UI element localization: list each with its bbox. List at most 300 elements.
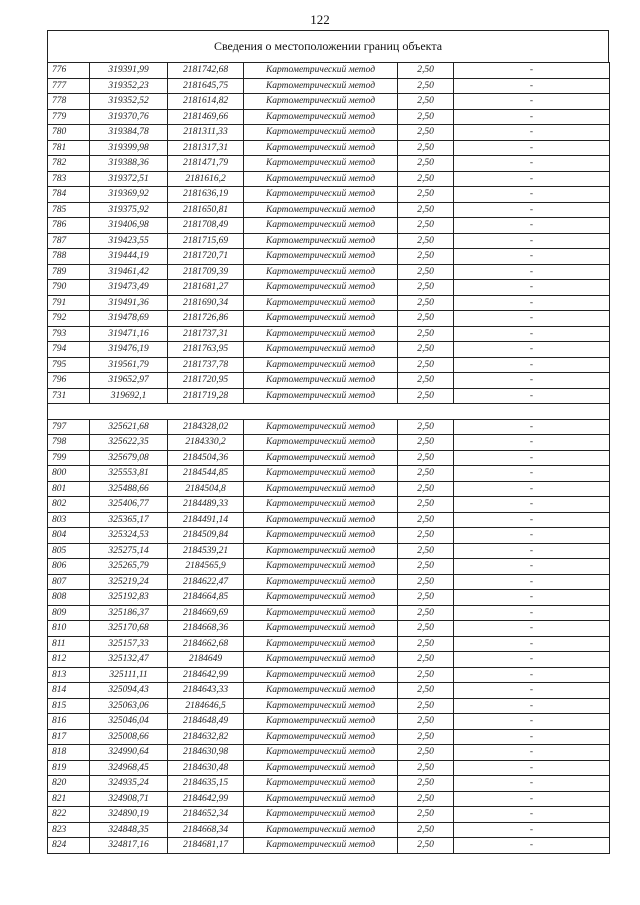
- point-number-cell: 779: [48, 109, 90, 125]
- table-row: [48, 125, 610, 141]
- table-row: [48, 78, 610, 94]
- method-cell: Картометрический метод: [244, 218, 398, 234]
- point-number-cell: 778: [48, 94, 90, 110]
- accuracy-cell: 2,50: [398, 667, 454, 683]
- method-cell: Картометрический метод: [244, 714, 398, 730]
- accuracy-cell: 2,50: [398, 357, 454, 373]
- coordinate-y-cell: 2184646,5: [168, 698, 244, 714]
- coordinate-x-cell: 319652,97: [90, 373, 168, 389]
- description-cell: -: [454, 435, 610, 451]
- accuracy-cell: 2,50: [398, 590, 454, 606]
- coordinate-y-cell: 2181614,82: [168, 94, 244, 110]
- point-number-cell: 807: [48, 574, 90, 590]
- coordinate-y-cell: 2181737,78: [168, 357, 244, 373]
- table-row: [48, 621, 610, 637]
- coordinate-y-cell: 2184652,34: [168, 807, 244, 823]
- coordinate-x-cell: 319444,19: [90, 249, 168, 265]
- method-cell: Картометрический метод: [244, 373, 398, 389]
- table-row: [48, 838, 610, 854]
- accuracy-cell: 2,50: [398, 807, 454, 823]
- table-row: [48, 326, 610, 342]
- method-cell: Картометрический метод: [244, 745, 398, 761]
- point-number-cell: 786: [48, 218, 90, 234]
- point-number-cell: 782: [48, 156, 90, 172]
- coordinate-y-cell: 2181311,33: [168, 125, 244, 141]
- point-number-cell: 794: [48, 342, 90, 358]
- description-cell: -: [454, 63, 610, 79]
- accuracy-cell: 2,50: [398, 729, 454, 745]
- table-row: [48, 94, 610, 110]
- description-cell: -: [454, 543, 610, 559]
- accuracy-cell: 2,50: [398, 543, 454, 559]
- description-cell: -: [454, 714, 610, 730]
- point-number-cell: 813: [48, 667, 90, 683]
- accuracy-cell: 2,50: [398, 481, 454, 497]
- coordinate-x-cell: 325622,35: [90, 435, 168, 451]
- method-cell: Картометрический метод: [244, 388, 398, 404]
- description-cell: -: [454, 528, 610, 544]
- coordinate-y-cell: 2181720,71: [168, 249, 244, 265]
- accuracy-cell: 2,50: [398, 233, 454, 249]
- point-number-cell: 790: [48, 280, 90, 296]
- description-cell: -: [454, 218, 610, 234]
- method-cell: Картометрический метод: [244, 109, 398, 125]
- coordinate-y-cell: 2181715,69: [168, 233, 244, 249]
- accuracy-cell: 2,50: [398, 698, 454, 714]
- table-row: [48, 729, 610, 745]
- table-row: [48, 528, 610, 544]
- coordinate-y-cell: 2181708,49: [168, 218, 244, 234]
- point-number-cell: 797: [48, 419, 90, 435]
- table-row: [48, 822, 610, 838]
- table-row: [48, 466, 610, 482]
- method-cell: Картометрический метод: [244, 326, 398, 342]
- description-cell: -: [454, 822, 610, 838]
- point-number-cell: 791: [48, 295, 90, 311]
- point-number-cell: 787: [48, 233, 90, 249]
- coordinate-x-cell: 319352,52: [90, 94, 168, 110]
- coordinate-x-cell: 325324,53: [90, 528, 168, 544]
- point-number-cell: 810: [48, 621, 90, 637]
- coordinate-y-cell: 2184491,14: [168, 512, 244, 528]
- accuracy-cell: 2,50: [398, 388, 454, 404]
- coordinate-x-cell: 325219,24: [90, 574, 168, 590]
- method-cell: Картометрический метод: [244, 760, 398, 776]
- method-cell: Картометрический метод: [244, 652, 398, 668]
- accuracy-cell: 2,50: [398, 125, 454, 141]
- coordinate-x-cell: 324935,24: [90, 776, 168, 792]
- point-number-cell: 823: [48, 822, 90, 838]
- table-row: [48, 497, 610, 513]
- description-cell: -: [454, 574, 610, 590]
- description-cell: -: [454, 311, 610, 327]
- accuracy-cell: 2,50: [398, 218, 454, 234]
- description-cell: -: [454, 807, 610, 823]
- point-number-cell: 817: [48, 729, 90, 745]
- point-number-cell: 824: [48, 838, 90, 854]
- table-row: [48, 450, 610, 466]
- coordinate-y-cell: 2181737,31: [168, 326, 244, 342]
- method-cell: Картометрический метод: [244, 295, 398, 311]
- accuracy-cell: 2,50: [398, 419, 454, 435]
- description-cell: -: [454, 326, 610, 342]
- description-cell: -: [454, 605, 610, 621]
- description-cell: -: [454, 156, 610, 172]
- table-row: [48, 435, 610, 451]
- method-cell: Картометрический метод: [244, 667, 398, 683]
- method-cell: Картометрический метод: [244, 249, 398, 265]
- point-number-cell: 799: [48, 450, 90, 466]
- page-number: 122: [310, 12, 330, 27]
- coordinate-y-cell: 2181616,2: [168, 171, 244, 187]
- description-cell: -: [454, 280, 610, 296]
- point-number-cell: 819: [48, 760, 90, 776]
- point-number-cell: 802: [48, 497, 90, 513]
- coordinate-x-cell: 324968,45: [90, 760, 168, 776]
- accuracy-cell: 2,50: [398, 450, 454, 466]
- table-row: [48, 63, 610, 79]
- description-cell: -: [454, 729, 610, 745]
- description-cell: -: [454, 466, 610, 482]
- method-cell: Картометрический метод: [244, 776, 398, 792]
- accuracy-cell: 2,50: [398, 838, 454, 854]
- method-cell: Картометрический метод: [244, 171, 398, 187]
- method-cell: Картометрический метод: [244, 280, 398, 296]
- description-cell: -: [454, 776, 610, 792]
- coordinate-y-cell: 2181763,95: [168, 342, 244, 358]
- coordinate-x-cell: 319375,92: [90, 202, 168, 218]
- coordinate-x-cell: 325063,06: [90, 698, 168, 714]
- table-row: [48, 574, 610, 590]
- point-number-cell: 795: [48, 357, 90, 373]
- method-cell: Картометрический метод: [244, 497, 398, 513]
- method-cell: Картометрический метод: [244, 342, 398, 358]
- point-number-cell: 812: [48, 652, 90, 668]
- method-cell: Картометрический метод: [244, 435, 398, 451]
- table-row: [48, 590, 610, 606]
- coordinate-x-cell: 319370,76: [90, 109, 168, 125]
- table-row: [48, 605, 610, 621]
- accuracy-cell: 2,50: [398, 776, 454, 792]
- coordinate-x-cell: 319461,42: [90, 264, 168, 280]
- point-number-cell: 804: [48, 528, 90, 544]
- coordinate-y-cell: 2181650,81: [168, 202, 244, 218]
- point-number-cell: 789: [48, 264, 90, 280]
- coordinate-x-cell: 325046,04: [90, 714, 168, 730]
- description-cell: -: [454, 667, 610, 683]
- description-cell: -: [454, 636, 610, 652]
- coordinate-y-cell: 2184622,47: [168, 574, 244, 590]
- description-cell: -: [454, 559, 610, 575]
- description-cell: -: [454, 78, 610, 94]
- coordinate-y-cell: 2184509,84: [168, 528, 244, 544]
- point-number-cell: 803: [48, 512, 90, 528]
- table-row: [48, 667, 610, 683]
- point-number-cell: 783: [48, 171, 90, 187]
- coordinate-y-cell: 2184630,48: [168, 760, 244, 776]
- point-number-cell: 808: [48, 590, 90, 606]
- coordinate-x-cell: 319471,16: [90, 326, 168, 342]
- table-row: [48, 202, 610, 218]
- coordinate-x-cell: 319352,23: [90, 78, 168, 94]
- coordinate-x-cell: 325132,47: [90, 652, 168, 668]
- accuracy-cell: 2,50: [398, 822, 454, 838]
- coordinate-y-cell: 2184328,02: [168, 419, 244, 435]
- accuracy-cell: 2,50: [398, 636, 454, 652]
- accuracy-cell: 2,50: [398, 791, 454, 807]
- method-cell: Картометрический метод: [244, 481, 398, 497]
- table-row: [48, 807, 610, 823]
- method-cell: Картометрический метод: [244, 683, 398, 699]
- description-cell: -: [454, 590, 610, 606]
- accuracy-cell: 2,50: [398, 621, 454, 637]
- section-separator-row: [48, 404, 610, 420]
- accuracy-cell: 2,50: [398, 78, 454, 94]
- coordinate-y-cell: 2184648,49: [168, 714, 244, 730]
- point-number-cell: 796: [48, 373, 90, 389]
- table-row: [48, 295, 610, 311]
- method-cell: Картометрический метод: [244, 156, 398, 172]
- accuracy-cell: 2,50: [398, 326, 454, 342]
- point-number-cell: 793: [48, 326, 90, 342]
- method-cell: Картометрический метод: [244, 94, 398, 110]
- description-cell: -: [454, 140, 610, 156]
- coordinate-y-cell: 2181726,86: [168, 311, 244, 327]
- description-cell: -: [454, 450, 610, 466]
- point-number-cell: 820: [48, 776, 90, 792]
- coordinate-y-cell: 2181469,66: [168, 109, 244, 125]
- coordinate-y-cell: 2184565,9: [168, 559, 244, 575]
- point-number-cell: 780: [48, 125, 90, 141]
- accuracy-cell: 2,50: [398, 605, 454, 621]
- coordinate-x-cell: 319473,49: [90, 280, 168, 296]
- coordinate-y-cell: 2184664,85: [168, 590, 244, 606]
- method-cell: Картометрический метод: [244, 698, 398, 714]
- coordinate-x-cell: 325365,17: [90, 512, 168, 528]
- coordinate-y-cell: 2184489,33: [168, 497, 244, 513]
- description-cell: -: [454, 838, 610, 854]
- coordinate-x-cell: 325008,66: [90, 729, 168, 745]
- method-cell: Картометрический метод: [244, 590, 398, 606]
- coordinate-x-cell: 319423,55: [90, 233, 168, 249]
- coordinate-x-cell: 319388,36: [90, 156, 168, 172]
- point-number-cell: 801: [48, 481, 90, 497]
- table-row: [48, 187, 610, 203]
- accuracy-cell: 2,50: [398, 202, 454, 218]
- description-cell: -: [454, 481, 610, 497]
- table-row: [48, 652, 610, 668]
- accuracy-cell: 2,50: [398, 295, 454, 311]
- point-number-cell: 785: [48, 202, 90, 218]
- coordinate-x-cell: 319372,51: [90, 171, 168, 187]
- table-row: [48, 218, 610, 234]
- description-cell: -: [454, 125, 610, 141]
- accuracy-cell: 2,50: [398, 652, 454, 668]
- table-row: [48, 714, 610, 730]
- coordinate-x-cell: 324817,16: [90, 838, 168, 854]
- method-cell: Картометрический метод: [244, 512, 398, 528]
- coordinate-x-cell: 325186,37: [90, 605, 168, 621]
- coordinate-x-cell: 319384,78: [90, 125, 168, 141]
- table-row: [48, 280, 610, 296]
- accuracy-cell: 2,50: [398, 466, 454, 482]
- table-row: [48, 636, 610, 652]
- coordinate-x-cell: 325192,83: [90, 590, 168, 606]
- coordinate-x-cell: 325488,66: [90, 481, 168, 497]
- table-row: [48, 698, 610, 714]
- method-cell: Картометрический метод: [244, 838, 398, 854]
- point-number-cell: 788: [48, 249, 90, 265]
- table-row: [48, 760, 610, 776]
- coordinate-y-cell: 2184504,8: [168, 481, 244, 497]
- method-cell: Картометрический метод: [244, 807, 398, 823]
- coordinate-x-cell: 325406,77: [90, 497, 168, 513]
- method-cell: Картометрический метод: [244, 419, 398, 435]
- table-row: [48, 264, 610, 280]
- table-row: [48, 559, 610, 575]
- coordinate-y-cell: 2184669,69: [168, 605, 244, 621]
- coordinate-x-cell: 319692,1: [90, 388, 168, 404]
- description-cell: -: [454, 94, 610, 110]
- accuracy-cell: 2,50: [398, 280, 454, 296]
- section-separator-cell: [48, 404, 610, 420]
- table-row: [48, 109, 610, 125]
- description-cell: -: [454, 745, 610, 761]
- coordinate-y-cell: 2184632,82: [168, 729, 244, 745]
- coordinate-x-cell: 325275,14: [90, 543, 168, 559]
- description-cell: -: [454, 249, 610, 265]
- accuracy-cell: 2,50: [398, 140, 454, 156]
- coordinate-x-cell: 324908,71: [90, 791, 168, 807]
- description-cell: -: [454, 233, 610, 249]
- accuracy-cell: 2,50: [398, 63, 454, 79]
- coordinate-y-cell: 2184544,85: [168, 466, 244, 482]
- coordinate-y-cell: 2184681,17: [168, 838, 244, 854]
- point-number-cell: 809: [48, 605, 90, 621]
- coordinate-x-cell: 319391,99: [90, 63, 168, 79]
- coordinate-y-cell: 2184668,34: [168, 822, 244, 838]
- description-cell: -: [454, 202, 610, 218]
- method-cell: Картометрический метод: [244, 791, 398, 807]
- coordinate-x-cell: 319491,36: [90, 295, 168, 311]
- coordinate-y-cell: 2181645,75: [168, 78, 244, 94]
- point-number-cell: 805: [48, 543, 90, 559]
- description-cell: -: [454, 512, 610, 528]
- description-cell: -: [454, 652, 610, 668]
- description-cell: -: [454, 264, 610, 280]
- table-row: [48, 388, 610, 404]
- table-row: [48, 543, 610, 559]
- method-cell: Картометрический метод: [244, 574, 398, 590]
- table-row: [48, 156, 610, 172]
- accuracy-cell: 2,50: [398, 156, 454, 172]
- method-cell: Картометрический метод: [244, 543, 398, 559]
- accuracy-cell: 2,50: [398, 559, 454, 575]
- accuracy-cell: 2,50: [398, 264, 454, 280]
- coordinate-x-cell: 324990,64: [90, 745, 168, 761]
- coordinate-x-cell: 325679,08: [90, 450, 168, 466]
- accuracy-cell: 2,50: [398, 683, 454, 699]
- coordinate-y-cell: 2181709,39: [168, 264, 244, 280]
- description-cell: -: [454, 373, 610, 389]
- description-cell: -: [454, 109, 610, 125]
- description-cell: -: [454, 683, 610, 699]
- coordinate-x-cell: 324890,19: [90, 807, 168, 823]
- coordinate-x-cell: 325111,11: [90, 667, 168, 683]
- point-number-cell: 821: [48, 791, 90, 807]
- table-row: [48, 342, 610, 358]
- description-cell: -: [454, 419, 610, 435]
- method-cell: Картометрический метод: [244, 187, 398, 203]
- accuracy-cell: 2,50: [398, 760, 454, 776]
- description-cell: -: [454, 698, 610, 714]
- coordinate-y-cell: 2184630,98: [168, 745, 244, 761]
- accuracy-cell: 2,50: [398, 497, 454, 513]
- method-cell: Картометрический метод: [244, 636, 398, 652]
- coordinate-y-cell: 2181742,68: [168, 63, 244, 79]
- coordinate-x-cell: 324848,35: [90, 822, 168, 838]
- point-number-cell: 814: [48, 683, 90, 699]
- method-cell: Картометрический метод: [244, 528, 398, 544]
- table-row: [48, 791, 610, 807]
- coordinate-y-cell: 2184649: [168, 652, 244, 668]
- description-cell: -: [454, 171, 610, 187]
- point-number-cell: 731: [48, 388, 90, 404]
- description-cell: -: [454, 342, 610, 358]
- coordinate-y-cell: 2184330,2: [168, 435, 244, 451]
- coordinate-y-cell: 2184643,33: [168, 683, 244, 699]
- description-cell: -: [454, 187, 610, 203]
- method-cell: Картометрический метод: [244, 264, 398, 280]
- method-cell: Картометрический метод: [244, 605, 398, 621]
- coordinate-x-cell: 325170,68: [90, 621, 168, 637]
- coordinate-y-cell: 2181636,19: [168, 187, 244, 203]
- coordinate-x-cell: 325094,43: [90, 683, 168, 699]
- accuracy-cell: 2,50: [398, 249, 454, 265]
- method-cell: Картометрический метод: [244, 233, 398, 249]
- accuracy-cell: 2,50: [398, 574, 454, 590]
- method-cell: Картометрический метод: [244, 559, 398, 575]
- method-cell: Картометрический метод: [244, 140, 398, 156]
- point-number-cell: 777: [48, 78, 90, 94]
- point-number-cell: 822: [48, 807, 90, 823]
- coordinates-table-body: [48, 63, 610, 854]
- coordinate-y-cell: 2181317,31: [168, 140, 244, 156]
- method-cell: Картометрический метод: [244, 621, 398, 637]
- coordinates-table: [47, 62, 610, 854]
- coordinate-x-cell: 319369,92: [90, 187, 168, 203]
- coordinate-x-cell: 325265,79: [90, 559, 168, 575]
- accuracy-cell: 2,50: [398, 435, 454, 451]
- point-number-cell: 798: [48, 435, 90, 451]
- accuracy-cell: 2,50: [398, 187, 454, 203]
- coordinate-y-cell: 2181690,34: [168, 295, 244, 311]
- accuracy-cell: 2,50: [398, 373, 454, 389]
- point-number-cell: 818: [48, 745, 90, 761]
- coordinate-y-cell: 2181720,95: [168, 373, 244, 389]
- coordinate-x-cell: 319406,98: [90, 218, 168, 234]
- description-cell: -: [454, 497, 610, 513]
- description-cell: -: [454, 295, 610, 311]
- coordinate-x-cell: 325621,68: [90, 419, 168, 435]
- method-cell: Картометрический метод: [244, 357, 398, 373]
- accuracy-cell: 2,50: [398, 109, 454, 125]
- coordinate-x-cell: 319478,69: [90, 311, 168, 327]
- coordinate-y-cell: 2184504,36: [168, 450, 244, 466]
- table-row: [48, 233, 610, 249]
- method-cell: Картометрический метод: [244, 63, 398, 79]
- accuracy-cell: 2,50: [398, 342, 454, 358]
